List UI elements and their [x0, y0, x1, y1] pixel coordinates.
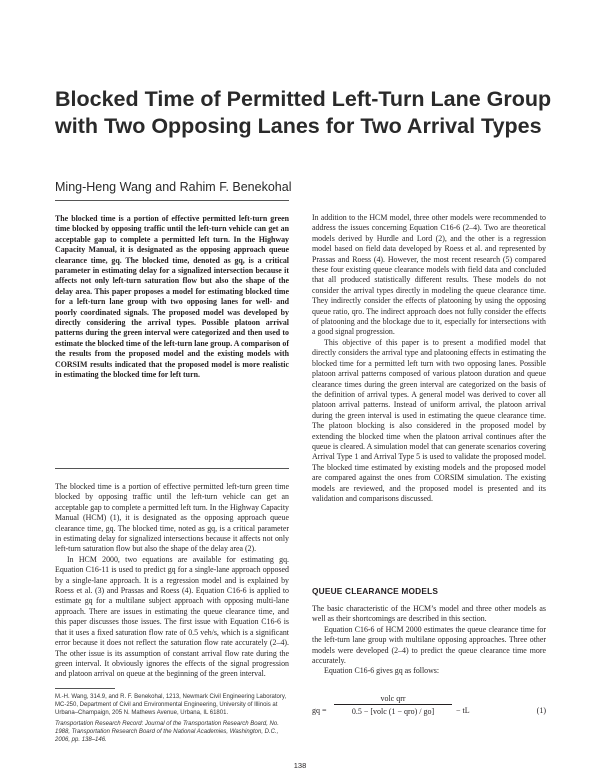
- body-paragraph: In addition to the HCM model, three other models were recommended to address the issues concerning Equation C16-6 (2–4). Two are theoretical models derived by Hurdle and Lord (2), and the other is a regression model based on field data developed by Roess et al. and represented by Prassas and Roess (4). However, the most recent research (5) compared these four existing queue clearance models with field data and concluded that all produced statistically different results. These models do not consider the arrival types directly in modeling the queue clearance time. They indirectly consider the effects of platooning by using the opposing queue ratio, qro. The indirect approach does not fully consider the effects of platooning and the blockage due to it, especially for intersections with a good signal progression.: [312, 213, 546, 337]
- paper-title: Blocked Time of Permitted Left-Turn Lane Group with Two Opposing Lanes for Two Arrival Types: [55, 87, 552, 138]
- equation-numerator: volc qrr: [334, 694, 452, 705]
- body-paragraph: Equation C16-6 gives gq as follows:: [324, 666, 440, 676]
- section-body: [312, 604, 546, 677]
- equation-number: (1): [536, 706, 546, 715]
- author-affiliation-footnote: M.-H. Wang, 314.9, and R. F. Benekohal, 1213, Newmark Civil Engineering Laboratory, MC-250, Department of Civil and Environmental Engineering, University of Illinois at Urbana–Champaign, 205 N. Mathews Avenue, Urbana, IL 61801.: [55, 694, 287, 717]
- citation-footnote: Transportation Research Record: Journal of the Transportation Research Board, No. 1988, Transportation Research Board of the National Academies, Washington, D.C., 2006, pp. 138–146.: [55, 721, 279, 744]
- abstract-top-rule: [55, 200, 289, 201]
- body-paragraph: The basic characteristic of the HCM’s model and three other models as well as their shortcomings are described in this section.: [312, 604, 546, 624]
- abstract-text: The blocked time is a portion of effective permitted left-turn green time blocked by opposing traffic until the left-turn vehicle can get an acceptable gap to complete a permitted left turn. In the Highway Capacity Manual, it is designated as the opposing approach queue clearance time, gq. The blocked time, denoted as gq, is a critical parameter in estimating delay for a signalized intersection because it affects not only left-turn saturation flow but also the shape of the delay area. This paper proposes a model for estimating blocked time for a left-turn lane group with two opposing lanes for well- and poorly coordinated signals. The proposed model was developed by directly considering the arrival types. Possible platoon arrival patterns during the green interval were categorized and then used to estimate the blocked time of the left-turn lane group. A comparison of the results from the proposed model and the existing models with CORSIM results indicated that the proposed model is more realistic in estimating the blocked time for left turn.: [55, 214, 289, 380]
- body-paragraph: The blocked time is a portion of effective permitted left-turn green time blocked by opposing traffic until the left-turn vehicle can get an acceptable gap to complete a permitted left turn. In the Highway Capacity Manual (HCM) (1), it is designated as the opposing approach queue clearance time, gq. The blocked time, noted as gq, is a critical parameter in estimating delay for signalized intersections because it affects not only left-turn saturation flow but also the shape of the delay area (2).: [55, 482, 289, 554]
- equation-denominator: 0.5 − [volc (1 − qro) / go]: [351, 707, 435, 716]
- equation-lhs: gq =: [312, 706, 327, 715]
- page-number: 138: [293, 761, 307, 770]
- abstract-bottom-rule: [55, 468, 289, 469]
- body-paragraph: This objective of this paper is to present a modified model that directly considers the arrival type and platooning effects in estimating the blocked time for a permitted left turn with two opposing lanes. Possible platoon arrival patterns composed of various platoon duration and queue clearance times during the green interval are categorized on the basis of the definition of arrival types. A general model was derived to cover all platoon arrival patterns. Instead of uniform arrival, the platoon arrival during the green interval is used in estimating the queue clearance time. The platoon blocking is also considered in the proposed model by extending the blocked time when the platoon arrival continues after the queue is cleared. A simulation model that can generate scenarios covering Arrival Type 1 and Arrival Type 5 is used to validate the proposed model. The blocked time estimated by existing models and the proposed model are compared against the ones from CORSIM simulation. The existing models are reviewed, and the proposed model is presented and its validation and comparisons discussed.: [312, 337, 546, 503]
- body-paragraph: Equation C16-6 of HCM 2000 estimates the queue clearance time for the left-turn lane group with multilane opposing approaches. Three other models were developed (2–4) to predict the queue clearance time more accurately.: [312, 624, 546, 666]
- body-paragraph: In HCM 2000, two equations are available for estimating gq. Equation C16-11 is used to predict gq for a single-lane approach opposed by a single-lane approach. It is a regression model and is explained by Roess et al. (3) and Prassas and Roess (4). Equation C16-6 is applied to estimate gq for a multilane subject approach with opposing multi-lane approach. There are issues in estimating the queue clearance time, and this paper discusses those issues. The first issue with Equation C16-6 is that it uses a fixed saturation flow rate of 0.5 veh/s, which is a significant error because it does not reflect the saturation flow rate accurately (2–4). The other issue is its assumption of constant arrival flow rate during the green interval. It obviously ignores the effects of the signal progression and platoon arrival on queue at the beginning of the green interval.: [55, 554, 289, 679]
- equation-fraction: [334, 694, 452, 716]
- author-line: Ming-Heng Wang and Rahim F. Benekohal: [55, 180, 292, 194]
- equation-tail: − tL: [456, 706, 470, 715]
- section-heading: QUEUE CLEARANCE MODELS: [312, 586, 439, 596]
- body-left-column: [55, 482, 289, 680]
- equation-1: [312, 692, 546, 732]
- abstract: [55, 214, 289, 381]
- footnote-rule: [55, 688, 115, 689]
- body-right-column: [312, 213, 546, 504]
